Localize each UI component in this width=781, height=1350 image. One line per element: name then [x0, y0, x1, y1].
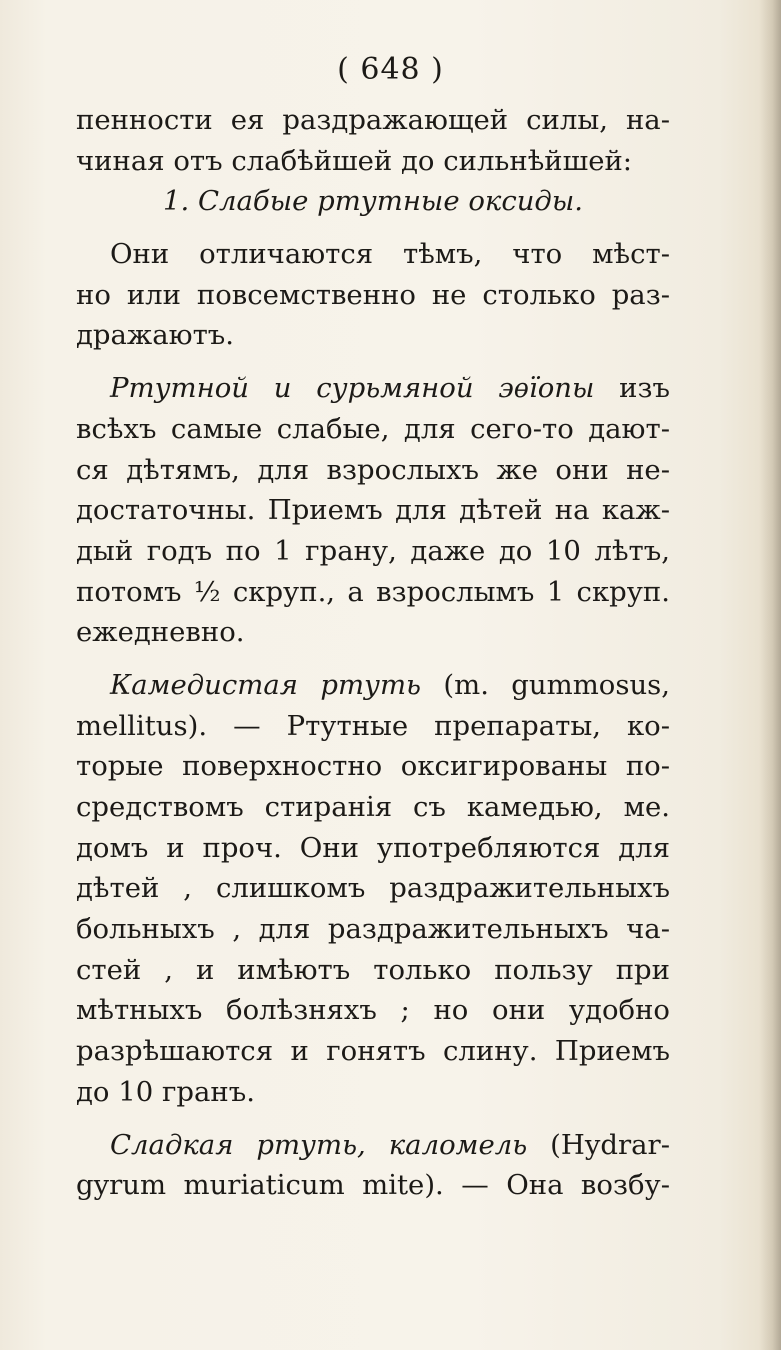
text-line: mellitus). — Ртутные препараты, ко- [76, 709, 670, 742]
text-line: потомъ ½ скруп., а взрослымъ 1 скруп. [76, 575, 670, 608]
text-line: но или повсемственно не столько раз- [76, 278, 670, 311]
text-line: дѣтей , слишкомъ раздражительныхъ [76, 872, 670, 905]
text-line: ся дѣтямъ, для взрослыхъ же они не- [76, 453, 670, 486]
text-line: чиная отъ слабѣйшей до сильнѣйшей: [76, 144, 633, 177]
text-line: дый годъ по 1 грану, даже до 10 лѣтъ, [76, 534, 670, 567]
text-line: пенности ея раздражающей силы, на- [76, 104, 670, 136]
text-line: стей , и имѣютъ только пользу при [76, 953, 670, 986]
page-edge-shadow [759, 0, 781, 1350]
text-line: торые поверхностно оксигированы по- [76, 750, 670, 783]
italic-term: Камедистая ртуть [110, 668, 422, 701]
italic-term: Ртутной и сурьмяной эѳїопы [110, 372, 595, 405]
text-line: Ртутной и сурьмяной эѳїопы изъ [110, 372, 670, 405]
text-line: Они отличаются тѣмъ, что мѣст- [110, 238, 670, 271]
italic-term: Сладкая ртуть, каломель [110, 1128, 528, 1161]
text-line: разрѣшаются и гонятъ слину. Приемъ [76, 1035, 670, 1068]
page-number: ( 648 ) [337, 52, 444, 87]
text-line: дражаютъ. [76, 319, 235, 352]
text-line: Камедистая ртуть (m. gummosus, [110, 668, 671, 701]
text-line: средствомъ стиранія съ камедью, ме. [76, 791, 670, 823]
text-line: всѣхъ самые слабые, для сего-то дают- [76, 412, 670, 445]
text-line: ежедневно. [76, 616, 245, 649]
text-line: Сладкая ртуть, каломель (Hydrar- [110, 1128, 670, 1161]
body-text [76, 100, 670, 1206]
section-heading [76, 181, 670, 222]
text-line: больныхъ , для раздражительныхъ ча- [76, 913, 670, 946]
section-heading-text: 1. Слабые ртутные оксиды. [162, 185, 584, 218]
text-line: достаточны. Приемъ для дѣтей на каж- [76, 494, 670, 527]
text-line: gyrum muriaticum mite). — Она возбу- [76, 1169, 670, 1202]
text-line: до 10 гранъ. [76, 1075, 255, 1108]
text-line: домъ и проч. Они употребляются для [76, 831, 670, 864]
text-line: мѣтныхъ болѣзняхъ ; но они удобно [76, 994, 670, 1027]
